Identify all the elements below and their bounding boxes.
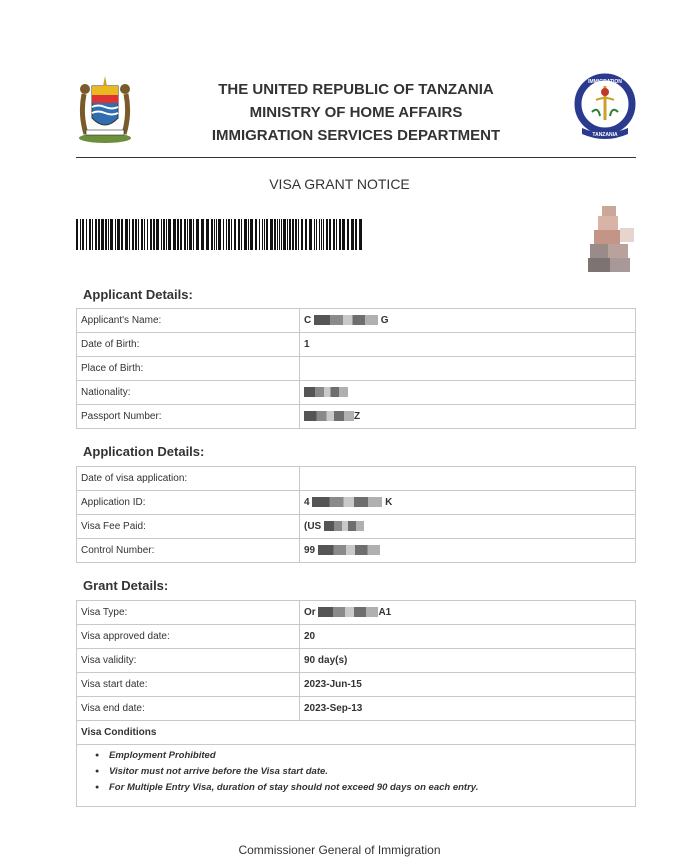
conditions-list [77,748,635,796]
coat-of-arms-icon [76,74,134,144]
barcode-bar [153,219,155,250]
table-row [77,309,636,333]
barcode-bar [218,219,221,250]
barcode-bar [323,219,324,250]
barcode-bar [216,219,217,250]
row-value [300,625,636,649]
barcode-bar [309,219,312,250]
barcode-bar [89,219,91,250]
row-value [300,405,636,429]
barcode-bar [339,219,341,250]
barcode-bar [333,219,335,250]
redacted-value [318,545,380,555]
barcode-bar [259,219,260,250]
barcode-bar [351,219,354,250]
barcode-bar [241,219,242,250]
barcode-bar [211,219,213,250]
value-visible-start: (US [304,521,322,532]
barcode-bar [147,219,148,250]
barcode-bar [336,219,337,250]
barcode-bar [359,219,362,250]
row-value: 90 day(s) [300,649,636,673]
barcode-bar [82,219,84,250]
row-label: Place of Birth: [77,357,300,381]
table-row [77,673,636,697]
table-row [77,491,636,515]
header-line-1: THE UNITED REPUBLIC OF TANZANIA [218,81,494,98]
table-row [77,649,636,673]
table-row [77,539,636,563]
barcode-bar [187,219,188,250]
barcode-bar [238,219,240,250]
applicant-photo [584,206,636,274]
barcode-bar [305,219,307,250]
row-value [300,601,636,625]
document-header [76,70,636,160]
barcode-bar [193,219,194,250]
barcode-bar [86,219,87,250]
barcode-bar [228,219,230,250]
redacted-value [304,387,348,397]
barcode-bar [138,219,139,250]
value-visible-start: 1 [304,339,310,350]
barcode-bar [129,219,130,250]
row-label: Visa Fee Paid: [77,515,300,539]
barcode-bar [223,219,224,250]
barcode-bar [163,219,165,250]
applicant-section-title: Applicant Details: [83,287,193,302]
barcode-bar [319,219,320,250]
barcode-bar [289,219,291,250]
value-visible-end: A1 [378,607,392,618]
signatory: Commissioner General of Immigration [238,843,441,857]
barcode-bar [135,219,137,250]
barcode-bar [266,219,268,250]
barcode-bar [277,219,278,250]
barcode-bar [226,219,227,250]
barcode-bar [156,219,159,250]
table-row [77,467,636,491]
barcode-bar [255,219,257,250]
barcode-bar [125,219,128,250]
table-row [77,697,636,721]
barcode-bar [168,219,171,250]
barcode [76,219,366,250]
list-item: ● Employment Prohibited [95,748,635,764]
table-row [77,515,636,539]
barcode-bar [244,219,247,250]
barcode-bar [326,219,328,250]
value-visible-end: Z [354,411,361,422]
barcode-bar [180,219,182,250]
table-row [77,381,636,405]
grant-section-title: Grant Details: [83,578,169,593]
barcode-bar [314,219,315,250]
barcode-bar [121,219,123,250]
barcode-bar [201,219,204,250]
redacted-value [324,521,364,531]
row-value: 2023-Jun-15 [300,673,636,697]
redacted-value [304,411,354,421]
seal-text-bottom: TANZANIA [592,132,618,138]
barcode-bar [189,219,192,250]
barcode-bar [141,219,143,250]
row-label: Date of Birth: [77,333,300,357]
barcode-bar [329,219,331,250]
barcode-bar [214,219,215,250]
redacted-value [318,607,378,617]
barcode-bar [108,219,109,250]
barcode-bar [80,219,81,250]
applicant-details-table [76,308,636,429]
header-line-2: MINISTRY OF HOME AFFAIRS [249,104,463,121]
row-label: Visa start date: [77,673,300,697]
barcode-bar [101,219,104,250]
value-visible-start: 20 [304,631,316,642]
barcode-bar [248,219,249,250]
conditions-title: Visa Conditions [77,721,636,745]
barcode-bar [144,219,145,250]
barcode-bar [355,219,357,250]
row-label: Visa end date: [77,697,300,721]
barcode-bar [177,219,179,250]
barcode-bar [132,219,134,250]
barcode-bar [270,219,273,250]
row-value [300,515,636,539]
barcode-bar [184,219,186,250]
barcode-bar [234,219,236,250]
immigration-seal-icon [574,72,636,144]
barcode-bar [166,219,167,250]
redacted-value [314,315,378,325]
barcode-bar [262,219,263,250]
barcode-bar [298,219,299,250]
header-line-3: IMMIGRATION SERVICES DEPARTMENT [211,127,501,144]
row-label: Passport Number: [77,405,300,429]
barcode-bar [150,219,152,250]
notice-title: VISA GRANT NOTICE [269,176,410,192]
barcode-bar [250,219,253,250]
barcode-bar [292,219,294,250]
table-row [77,357,636,381]
barcode-bar [316,219,317,250]
barcode-bar [76,219,78,250]
barcode-bar [105,219,107,250]
row-label: Nationality: [77,381,300,405]
barcode-bar [92,219,93,250]
value-visible-start: 99 [304,545,316,556]
row-value [300,467,636,491]
row-label: Visa approved date: [77,625,300,649]
row-value [300,309,636,333]
grant-details-table [76,600,636,745]
barcode-bar [281,219,282,250]
row-label: Visa Type: [77,601,300,625]
barcode-bar [95,219,97,250]
list-item: ● For Multiple Entry Visa, duration of stay should not exceed 90 days on each entry. [95,780,635,796]
row-label: Control Number: [77,539,300,563]
barcode-bar [173,219,176,250]
barcode-bar [347,219,349,250]
row-value [300,357,636,381]
row-value: 2023-Sep-13 [300,697,636,721]
barcode-bar [98,219,100,250]
barcode-bar [110,219,113,250]
header-divider [76,157,636,158]
barcode-bar [295,219,297,250]
list-item: ● Visitor must not arrive before the Visa start date. [95,764,635,780]
barcode-bar [196,219,199,250]
application-details-table [76,466,636,563]
barcode-bar [117,219,120,250]
barcode-bar [301,219,303,250]
value-visible-start: 4 [304,497,310,508]
barcode-bar [283,219,286,250]
value-visible-start: C [304,315,312,326]
table-row [77,721,636,745]
row-label: Visa validity: [77,649,300,673]
application-section-title: Application Details: [83,444,205,459]
barcode-bar [161,219,162,250]
barcode-bar [206,219,209,250]
table-row [77,333,636,357]
row-label: Applicant's Name: [77,309,300,333]
barcode-bar [231,219,232,250]
row-value [300,381,636,405]
barcode-bar [264,219,265,250]
barcode-bar [321,219,322,250]
table-row [77,405,636,429]
value-visible-end: G [380,315,389,326]
row-label: Application ID: [77,491,300,515]
seal-text-top: IMMIGRATION [588,79,622,85]
value-visible-end: K [385,497,393,508]
row-value [300,539,636,563]
barcode-bar [115,219,116,250]
barcode-bar [279,219,280,250]
header-text [156,78,556,147]
barcode-bar [342,219,345,250]
visa-conditions [76,744,636,807]
barcode-bar [274,219,276,250]
redacted-value [312,497,382,507]
row-value [300,491,636,515]
row-label: Date of visa application: [77,467,300,491]
table-row [77,601,636,625]
value-visible-start: Or [304,607,316,618]
row-value [300,333,636,357]
barcode-bar [287,219,288,250]
table-row [77,625,636,649]
